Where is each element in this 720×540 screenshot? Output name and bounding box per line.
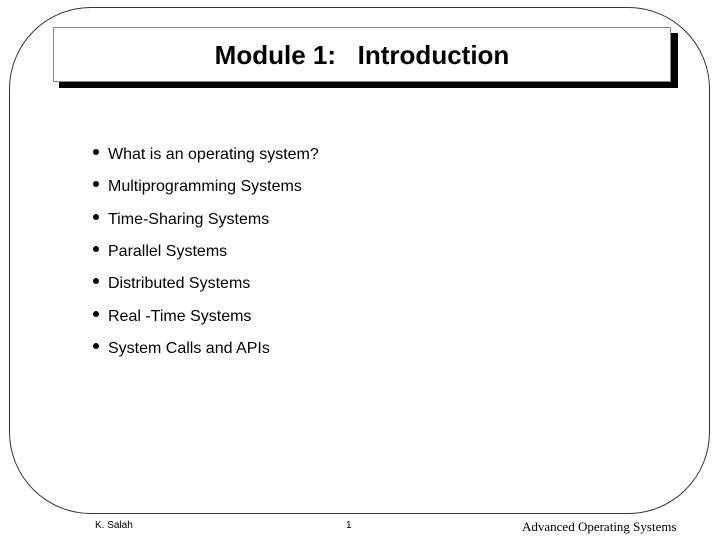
bullet-icon bbox=[93, 246, 99, 252]
bullet-text: Multiprogramming Systems bbox=[108, 178, 302, 196]
bullet-icon bbox=[93, 149, 99, 155]
list-item bbox=[90, 171, 319, 203]
list-item bbox=[90, 236, 319, 268]
footer-course-title: Advanced Operating Systems bbox=[522, 519, 677, 534]
bullet-icon bbox=[93, 214, 99, 220]
list-item bbox=[90, 139, 319, 171]
bullet-icon bbox=[93, 181, 99, 187]
bullet-icon bbox=[93, 343, 99, 349]
bullet-text: Real -Time Systems bbox=[108, 307, 252, 325]
title-box bbox=[53, 27, 671, 82]
bullet-text: What is an operating system? bbox=[108, 146, 319, 164]
list-item bbox=[90, 268, 319, 300]
bullet-text: Time-Sharing Systems bbox=[108, 210, 270, 228]
bullet-icon bbox=[93, 278, 99, 284]
footer-author: K. Salah bbox=[95, 520, 133, 531]
bullet-text: Distributed Systems bbox=[108, 275, 251, 293]
bullet-list bbox=[90, 139, 319, 365]
bullet-text: System Calls and APIs bbox=[108, 339, 270, 357]
bullet-icon bbox=[93, 311, 99, 317]
list-item bbox=[90, 333, 319, 365]
bullet-text: Parallel Systems bbox=[108, 243, 228, 261]
list-item bbox=[90, 204, 319, 236]
slide-title: Module 1: Introduction bbox=[214, 40, 510, 70]
list-item bbox=[90, 300, 319, 332]
footer-page-number: 1 bbox=[346, 520, 352, 531]
